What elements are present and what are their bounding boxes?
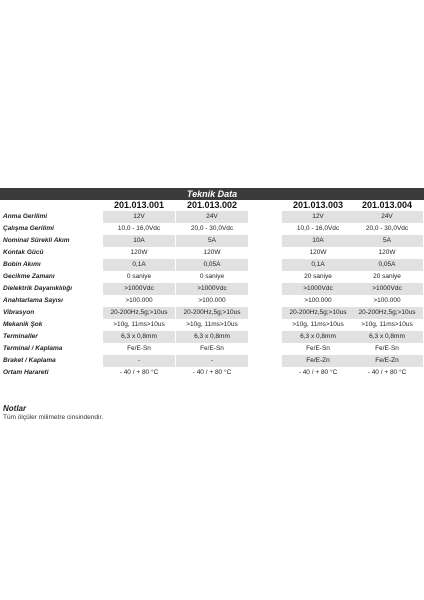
table-cell: 20 saniye <box>373 273 401 280</box>
table-cell: - 40 / + 80 °C <box>192 369 232 376</box>
table-cell: >100.000 <box>198 297 226 304</box>
table-cell: 12V <box>103 211 175 223</box>
row-label: Ortam Harareti <box>3 369 49 376</box>
table-cell: Fe/E-Sn <box>306 345 330 352</box>
row-label: Anahtarlama Sayısı <box>3 297 63 304</box>
table-cell: >10g, 11ms>10us <box>113 321 165 328</box>
table-cell: >1000Vdc <box>282 283 354 295</box>
row-label: Braket / Kaplama <box>3 357 56 364</box>
table-cell: 20-200Hz,5g;>10us <box>282 307 354 319</box>
table-cell: 12V <box>282 211 354 223</box>
table-row <box>0 247 424 259</box>
table-cell: >100.000 <box>125 297 153 304</box>
table-cell: >100.000 <box>373 297 401 304</box>
table-cell: 0 saniye <box>199 273 225 280</box>
table-cell: Fe/E-Zn <box>282 355 354 367</box>
table-cell: 20,0 - 30,0Vdc <box>190 225 234 232</box>
table-row <box>0 319 424 331</box>
row-label: Gecikme Zamanı <box>3 273 55 280</box>
table-row <box>0 283 424 295</box>
table-cell: 20 saniye <box>304 273 332 280</box>
table-cell: 0,05A <box>351 259 423 271</box>
table-cell: Fe/E-Sn <box>127 345 151 352</box>
table-row <box>0 295 424 307</box>
table-row <box>0 271 424 283</box>
row-label: Bobin Akımı <box>3 261 41 268</box>
row-label: Kontak Gücü <box>3 249 44 256</box>
table-cell: 5A <box>176 235 248 247</box>
table-cell: 10,0 - 16,0Vdc <box>296 225 340 232</box>
table-row <box>0 223 424 235</box>
table-cell: - 40 / + 80 °C <box>367 369 407 376</box>
table-cell: - 40 / + 80 °C <box>119 369 159 376</box>
product-code-1: 201.013.001 <box>113 200 165 210</box>
row-label: Çalışma Gerilimi <box>3 225 54 232</box>
row-label: Terminal / Kaplama <box>3 345 63 352</box>
table-cell: Fe/E-Zn <box>351 355 423 367</box>
table-cell: 5A <box>351 235 423 247</box>
table-cell: 0,05A <box>176 259 248 271</box>
table-title: Teknik Data <box>186 189 238 199</box>
table-cell: 10,0 - 16,0Vdc <box>117 225 161 232</box>
table-cell: 20-200Hz,5g;>10us <box>351 307 423 319</box>
table-cell: 10A <box>103 235 175 247</box>
table-cell: >10g, 11ms>10us <box>361 321 413 328</box>
table-cell: 120W <box>130 249 148 256</box>
table-cell: 20,0 - 30,0Vdc <box>365 225 409 232</box>
table-cell: 0,1A <box>103 259 175 271</box>
product-code-3: 201.013.003 <box>292 200 344 210</box>
table-cell: 0,1A <box>282 259 354 271</box>
table-cell: 10A <box>282 235 354 247</box>
table-cell: 120W <box>378 249 396 256</box>
table-cell: 20-200Hz,5g;>10us <box>176 307 248 319</box>
product-code-4: 201.013.004 <box>361 200 413 210</box>
table-cell: 6,3 x 0,8mm <box>351 331 423 343</box>
table-cell: >10g, 11ms>10us <box>292 321 344 328</box>
table-cell: 120W <box>309 249 327 256</box>
table-row <box>0 307 424 319</box>
table-cell: - 40 / + 80 °C <box>298 369 338 376</box>
table-cell: >1000Vdc <box>176 283 248 295</box>
row-label: Vibrasyon <box>3 309 35 316</box>
table-cell: - <box>176 355 248 367</box>
table-cell: Fe/E-Sn <box>375 345 399 352</box>
table-row <box>0 331 424 343</box>
table-row <box>0 343 424 355</box>
table-cell: 6,3 x 0,8mm <box>103 331 175 343</box>
table-row <box>0 211 424 223</box>
row-label: Mekanik Şok <box>3 321 43 328</box>
table-row <box>0 367 424 379</box>
table-row <box>0 355 424 367</box>
row-label: Nominal Sürekli Akım <box>3 237 70 244</box>
table-cell: 6,3 x 0,8mm <box>176 331 248 343</box>
table-row <box>0 259 424 271</box>
table-cell: 24V <box>176 211 248 223</box>
table-cell: 120W <box>203 249 221 256</box>
table-cell: >10g, 11ms>10us <box>186 321 238 328</box>
notes-text: Tüm ölçüler milimetre cinsindendir. <box>3 414 104 421</box>
table-cell: 24V <box>351 211 423 223</box>
table-cell: - <box>103 355 175 367</box>
row-label: Terminaller <box>3 333 38 340</box>
notes-title: Notlar <box>3 404 27 413</box>
table-cell: >100.000 <box>304 297 332 304</box>
row-label: Anma Gerilimi <box>3 213 48 220</box>
table-cell: >1000Vdc <box>103 283 175 295</box>
product-code-2: 201.013.002 <box>186 200 238 210</box>
table-cell: Fe/E-Sn <box>200 345 224 352</box>
table-cell: 0 saniye <box>126 273 152 280</box>
row-label: Dielektrik Dayanıklılığı <box>3 285 73 292</box>
table-cell: 20-200Hz,5g;>10us <box>103 307 175 319</box>
table-cell: 6,3 x 0,8mm <box>282 331 354 343</box>
table-cell: >1000Vdc <box>351 283 423 295</box>
table-row <box>0 235 424 247</box>
